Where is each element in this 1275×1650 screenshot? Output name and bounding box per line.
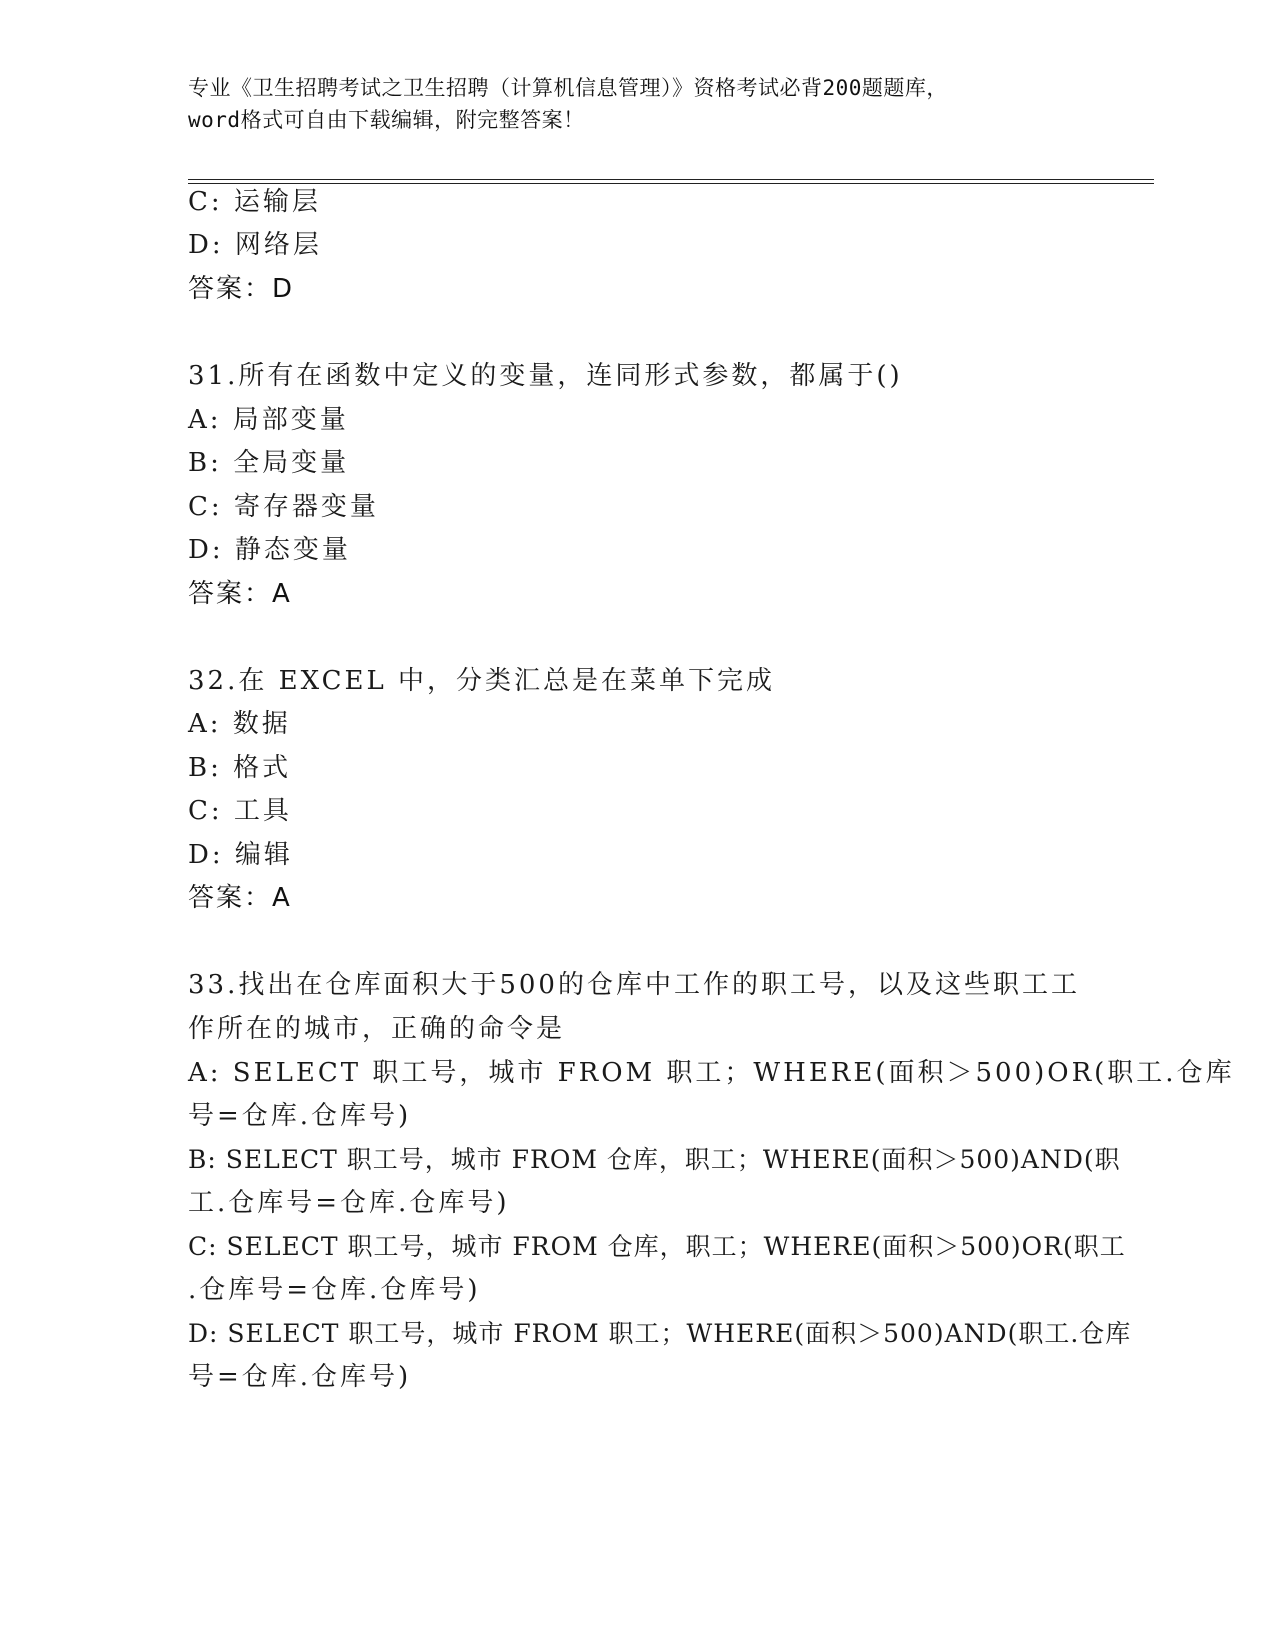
question-33-option-b-cont: 工.仓库号=仓库.仓库号) — [188, 1188, 510, 1218]
question-33-option-d: D: SELECT 职工号，城市 FROM 职工；WHERE(面积＞500)AND(职工.仓库 — [188, 1319, 1132, 1348]
question-31-answer: 答案：A — [188, 579, 292, 609]
option-d: D: 网络层 — [188, 230, 322, 260]
question-33-option-d-cont: 号=仓库.仓库号) — [188, 1362, 412, 1392]
question-33-option-a-cont: 号=仓库.仓库号) — [188, 1101, 412, 1131]
question-32-option-c: C: 工具 — [188, 796, 292, 826]
question-33-stem-line-2: 作所在的城市，正确的命令是 — [188, 1014, 566, 1044]
question-31-option-a: A: 局部变量 — [188, 405, 349, 435]
option-c: C: 运输层 — [188, 187, 321, 217]
header-divider-top — [188, 179, 1154, 180]
header-divider-bottom — [188, 183, 1154, 184]
question-31-stem: 31.所有在函数中定义的变量，连同形式参数，都属于() — [188, 361, 903, 391]
question-32-option-d: D: 编辑 — [188, 840, 293, 870]
question-31-option-c: C: 寄存器变量 — [188, 492, 379, 522]
question-33-option-c: C: SELECT 职工号，城市 FROM 仓库，职工；WHERE(面积＞500)OR(职工 — [188, 1232, 1126, 1261]
question-31-option-d: D: 静态变量 — [188, 535, 351, 565]
question-33-option-b: B: SELECT 职工号，城市 FROM 仓库，职工；WHERE(面积＞500)AND(职 — [188, 1145, 1121, 1174]
header-title-line-1: 专业《卫生招聘考试之卫生招聘（计算机信息管理）》资格考试必背200题题库， — [188, 76, 948, 100]
question-32-option-b: B: 格式 — [188, 753, 292, 783]
answer-text: 答案：D — [188, 274, 295, 304]
question-32-answer: 答案：A — [188, 883, 292, 913]
question-32-option-a: A: 数据 — [188, 709, 291, 739]
question-31-option-b: B: 全局变量 — [188, 448, 350, 478]
question-33-option-c-cont: .仓库号=仓库.仓库号) — [188, 1275, 481, 1305]
question-33-stem-line-1: 33.找出在仓库面积大于500的仓库中工作的职工号，以及这些职工工 — [188, 970, 1080, 1000]
document-header — [188, 72, 1088, 136]
question-33-option-a: A: SELECT 职工号，城市 FROM 职工；WHERE(面积＞500)OR(职工.仓库 — [188, 1058, 1235, 1088]
header-title-line-2: word格式可自由下载编辑，附完整答案！ — [188, 108, 585, 132]
question-32-stem: 32.在 EXCEL 中，分类汇总是在菜单下完成 — [188, 666, 776, 696]
